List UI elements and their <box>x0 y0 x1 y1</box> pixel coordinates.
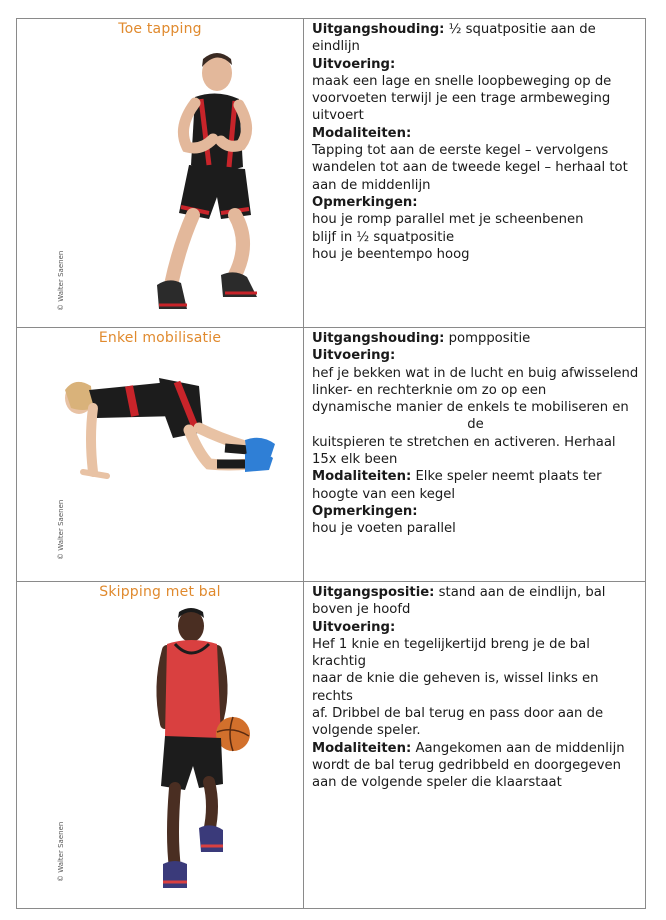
player-photo-skipping-ball <box>129 606 269 896</box>
exercise-title: Skipping met bal <box>99 584 221 600</box>
exec-line: de <box>467 417 484 433</box>
mod-line: wordt de bal terug gedribbeld en doorgegeven <box>312 757 622 773</box>
mod-text: Aangekomen aan de middenlijn <box>415 740 625 756</box>
exec-line: uitvoert <box>312 108 364 124</box>
exec-label: Uitvoering: <box>312 348 396 364</box>
exec-line: 15x elk been <box>312 452 398 468</box>
notes-line: blijf in ½ squatpositie <box>312 229 455 245</box>
start-line: boven je hoofd <box>312 602 411 618</box>
mod-label: Modaliteiten: <box>312 125 412 141</box>
notes-label: Opmerkingen: <box>312 503 418 519</box>
exec-line: voorvoeten terwijl je een trage armbeweging <box>312 91 611 107</box>
photo-credit: © Walter Saenen <box>57 250 65 311</box>
exec-line: hef je bekken wat in de lucht en buig afwisselend <box>312 365 639 381</box>
photo-credit: © Walter Saenen <box>57 821 65 882</box>
mod-label: Modaliteiten: <box>312 469 412 485</box>
mod-line: aan de middenlijn <box>312 177 431 193</box>
exec-line: kuitspieren te stretchen en activeren. Herhaal <box>312 434 616 450</box>
exec-line: linker- en rechterknie om zo op een <box>312 382 547 398</box>
player-photo-ankle-mobilisation <box>49 368 279 498</box>
exercise-description <box>304 582 645 908</box>
exercise-image-cell <box>17 582 304 908</box>
exercise-image-cell <box>17 19 304 327</box>
notes-line: hou je beentempo hoog <box>312 246 470 262</box>
exec-line: naar de knie die geheven is, wissel links en rechts <box>312 671 599 704</box>
start-label: Uitgangshouding: <box>312 22 445 37</box>
exercise-description <box>304 19 645 327</box>
exercise-row <box>16 327 646 581</box>
start-label: Uitgangspositie: <box>312 585 435 600</box>
exercise-image-cell <box>17 328 304 581</box>
photo-credit: © Walter Saenen <box>57 499 65 560</box>
notes-label: Opmerkingen: <box>312 194 418 210</box>
exec-line: dynamische manier de enkels te mobiliseren en <box>312 400 629 416</box>
player-photo-toe-tapping <box>117 47 297 317</box>
exec-line: maak een lage en snelle loopbeweging op de <box>312 73 612 89</box>
exercise-row <box>16 581 646 909</box>
mod-line: wandelen tot aan de tweede kegel – herhaal tot <box>312 160 628 176</box>
exec-line: Hef 1 knie en tegelijkertijd breng je de bal krachtig <box>312 636 590 670</box>
exercise-row <box>16 18 646 327</box>
start-text: pomppositie <box>448 331 531 346</box>
exercise-table <box>16 18 646 909</box>
start-label: Uitgangshouding: <box>312 331 445 346</box>
exercise-description <box>304 328 645 581</box>
mod-line: aan de volgende speler die klaarstaat <box>312 775 562 791</box>
exercise-title: Toe tapping <box>118 21 202 37</box>
exec-line: volgende speler. <box>312 723 421 739</box>
start-text: ½ squatpositie aan de eindlijn <box>312 22 596 55</box>
exercise-title: Enkel mobilisatie <box>98 330 222 346</box>
mod-label: Modaliteiten: <box>312 740 412 756</box>
mod-text: Elke speler neemt plaats ter <box>415 469 602 485</box>
exec-label: Uitvoering: <box>312 56 396 72</box>
start-text: stand aan de eindlijn, bal <box>438 585 606 600</box>
exec-line: af. Dribbel de bal terug en pass door aan de <box>312 706 604 722</box>
mod-line: Tapping tot aan de eerste kegel – vervolgens <box>312 143 609 159</box>
exec-label: Uitvoering: <box>312 619 396 635</box>
notes-line: hou je romp parallel met je scheenbenen <box>312 212 584 228</box>
notes-line: hou je voeten parallel <box>312 521 456 537</box>
mod-line: hoogte van een kegel <box>312 486 455 502</box>
